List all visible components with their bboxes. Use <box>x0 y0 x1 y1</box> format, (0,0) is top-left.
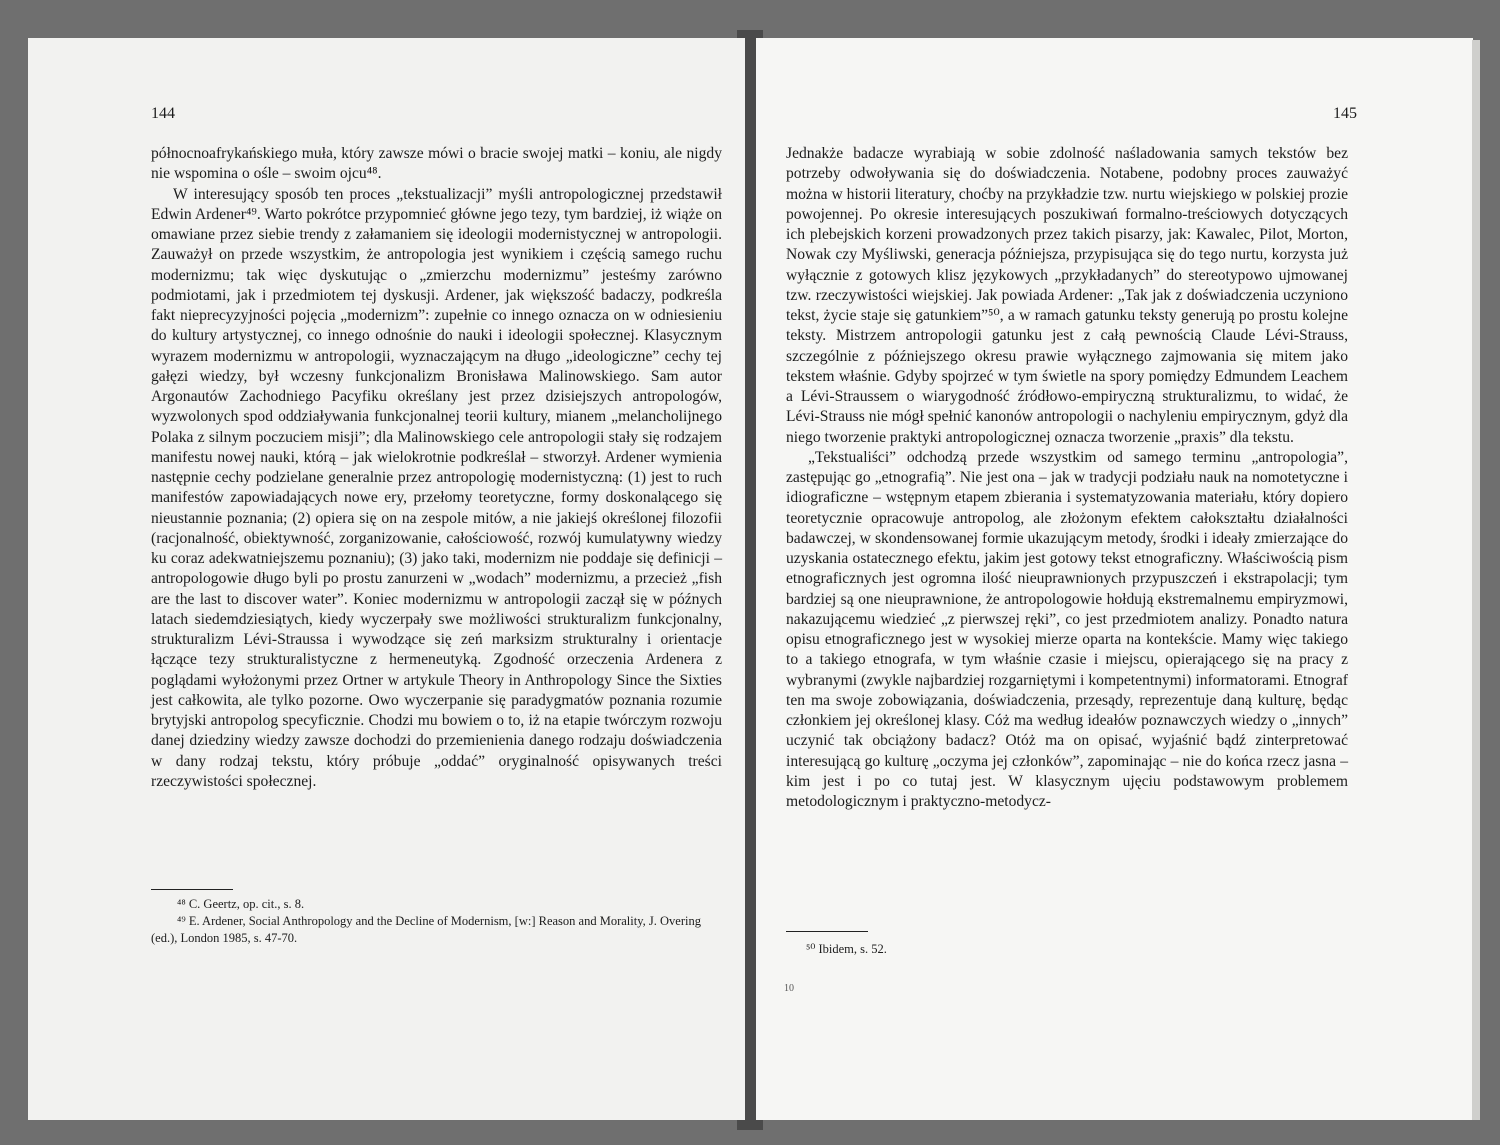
left-page-body <box>151 144 722 792</box>
footnote: ⁴⁸ C. Geertz, op. cit., s. 8. <box>177 897 305 911</box>
right-page <box>756 38 1473 1120</box>
footnote: ⁵⁰ Ibidem, s. 52. <box>806 942 887 956</box>
footnote-rule <box>786 931 868 932</box>
footnotes <box>786 941 1348 958</box>
left-page <box>28 38 745 1120</box>
footnote-rule <box>151 889 233 890</box>
page-number: 145 <box>1333 105 1357 122</box>
paragraph: północnoafrykańskiego muła, który zawsze mówi o bracie swojej matki – koniu, ale nigdy nie wspomina o ośle – swoim ojcu⁴⁸. <box>151 145 722 183</box>
paragraph: Jednakże badacze wyrabiają w sobie zdolność naśladowania samych tekstów bez potrzeby odwoływania się do doświadczenia. Notabene, podobny proces zauważyć można w historii literatury, choćby na przykładzie tzw. nurtu wiejskiego w polskiej prozie powojennej. Po okresie interesujących poszukiwań formalno-treściowych dotyczących ich plebejskich korzeni prowadzonych przez takich pisarzy, jak: Kawalec, Pilot, Morton, Nowak czy Myśliwski, generacja późniejsza, przypisująca się do tego nurtu, korzysta już wyłącznie z gotowych klisz językowych „przykładanych” do stereotypowo ujmowanej tzw. rzeczywistości wiejskiej. Jak powiada Ardener: „Tak jak z doświadczenia uczyniono tekst, życie staje się gatunkiem”⁵⁰, a w ramach gatunku teksty generują po prostu kolejne teksty. Mistrzem antropologii gatunku jest z całą pewnością Claude Lévi-Strauss, szczególnie z późniejszego okresu prawie wyłącznego zajmowania się mitem jako tekstem właśnie. Gdyby spojrzeć w tym świetle na spory pomiędzy Edmundem Leachem a Lévi-Straussem o wiarygodność źródłowo-empiryczną strukturalizmu, to widać, że Lévi-Strauss nie mógł spełnić kanonów antropologii o nachyleniu empirycznym, gdyż dla niego tworzenie praktyki antropologicznej oznacza tworzenie „praxis” dla tekstu. <box>786 145 1348 446</box>
page-edge <box>1472 40 1480 1120</box>
paragraph: W interesujący sposób ten proces „tekstualizacji” myśli antropologicznej przedstawił Edwin Ardener⁴⁹. Warto pokrótce przypomnieć główne jego tezy, tym bardziej, iż wiąże on omawiane przez siebie trendy z załamaniem się ideologii modernistycznej w antropologii. Zauważył on przede wszystkim, że antropologia jest wynikiem i częścią samego ruchu modernizmu; tak więc dyskutując o „zmierzchu modernizmu” jesteśmy zarówno podmiotami, jak i przedmiotem tej dyskusji. Ardener, jak większość badaczy, podkreśla fakt nieprecyzyjności pojęcia „modernizm”: zupełnie co innego oznacza on w odniesieniu do kultury artystycznej, co innego odnośnie do nauki i ideologii społecznej. Klasycznym wyrazem modernizmu w antropologii, wyznaczającym na długo „ideologiczne” cechy tej gałęzi wiedzy, był wczesny funkcjonalizm Bronisława Malinowskiego. Sam autor Argonautów Zachodniego Pacyfiku określany jest przez dzisiejszych antropologów, wyzwolonych spod oddziaływania funkcjonalnej teorii kultury, mianem „melancholijnego Polaka z silnym poczuciem misji”; dla Malinowskiego cele antropologii stały się rodzajem manifestu nowej nauki, którą – jak wielokrotnie podkreślał – stworzył. Ardener wymienia następnie cechy podzielane generalnie przez antropologię modernistyczną: (1) jest to ruch manifestów zapowiadających nowe ery, przełomy teoretyczne, formy doskonalącego się nieustannie poznania; (2) opiera się on na zespole mitów, a nie jakiejś określonej filozofii (racjonalność, obiektywność, zorganizowanie, całościowość, rozwój kumulatywny wiedzy ku coraz adekwatniejszemu poznaniu); (3) jako taki, modernizm nie poddaje się definicji – antropologowie długo byli po prostu zanurzeni w „wodach” modernizmu, a przecież „fish are the last to discover water”. Koniec modernizmu w antropologii zaczął się w późnych latach siedemdziesiątych, kiedy wyczerpały swe możliwości strukturalizm funkcjonalny, strukturalizm Lévi-Straussa i wywodzące się zeń marksizm strukturalny i orientacje łączące tezy strukturalistyczne z hermeneutyką. Zgodność orzeczenia Ardenera z poglądami wyłożonymi przez Ortner w artykule Theory in Anthropology Since the Sixties jest całkowita, ale tylko pozorne. Owo wyczerpanie się paradygmatów poznania rozumie brytyjski antropolog specyficznie. Chodzi mu bowiem o to, iż na etapie twórczym rozwoju danej dziedziny wiedzy zawsze dochodzi do przemienienia danego rodzaju doświadczenia w dany rodzaj tekstu, który próbuje „oddać” oryginalność opisywanych treści rzeczywistości społecznej. <box>151 185 722 790</box>
page-number: 144 <box>151 105 175 122</box>
right-page-body <box>786 144 1348 812</box>
paragraph: „Tekstualiści” odchodzą przede wszystkim od samego terminu „antropologia”, zastępując go „etnografią”. Nie jest ona – jak w tradycji podziału nauk na nomotetyczne i idiograficzne – wstępnym etapem zbierania i systematyzowania materiału, który dopiero teoretycznie opracowuje antropolog, ale złożonym efektem całokształtu działalności badawczej, w skondensowanej formie ukazującym metody, środki i ideały zmierzające do uzyskania ostatecznego efektu, jakim jest gotowy tekst etnograficzny. Właściwością pism etnograficznych jest ogromna ilość nieuprawnionych przypuszczeń i ekstrapolacji; tym bardziej są one nieuprawnione, że antropologowie hołdują ekstremalnemu empiryzmowi, nakazującemu wiedzieć „z pierwszej ręki”, co jest przedmiotem analizy. Ponadto natura opisu etnograficznego jest w wysokiej mierze oparta na kontekście. Mamy więc takiego to a takiego etnografa, w tym właśnie czasie i miejscu, opierającego się na pracy z wybranymi (zwykle najbardziej rozgarniętymi i kompetentnymi) informatorami. Etnograf ten ma swoje zobowiązania, doświadczenia, przesądy, reprezentuje daną kulturę, będąc członkiem jej określonej klasy. Cóż ma według ideałów poznawczych wiedzy o „innych” uczynić tak obciążony badacz? Otóż ma on opisać, wyjaśnić bądź zinterpretować interesującą go kulturę „oczyma jej członków”, zapominając – nie do końca rzecz jasna – kim jest i po co tutaj jest. W klasycznym ujęciu podstawowym problemem metodologicznym i praktyczno-metodycz- <box>786 448 1348 810</box>
footnotes <box>151 896 722 947</box>
footnote: ⁴⁹ E. Ardener, Social Anthropology and the Decline of Modernism, [w:] Reason and Morality, J. Overing (ed.), London 1985, s. 47-70. <box>151 914 701 945</box>
signature-mark: 10 <box>784 983 794 994</box>
